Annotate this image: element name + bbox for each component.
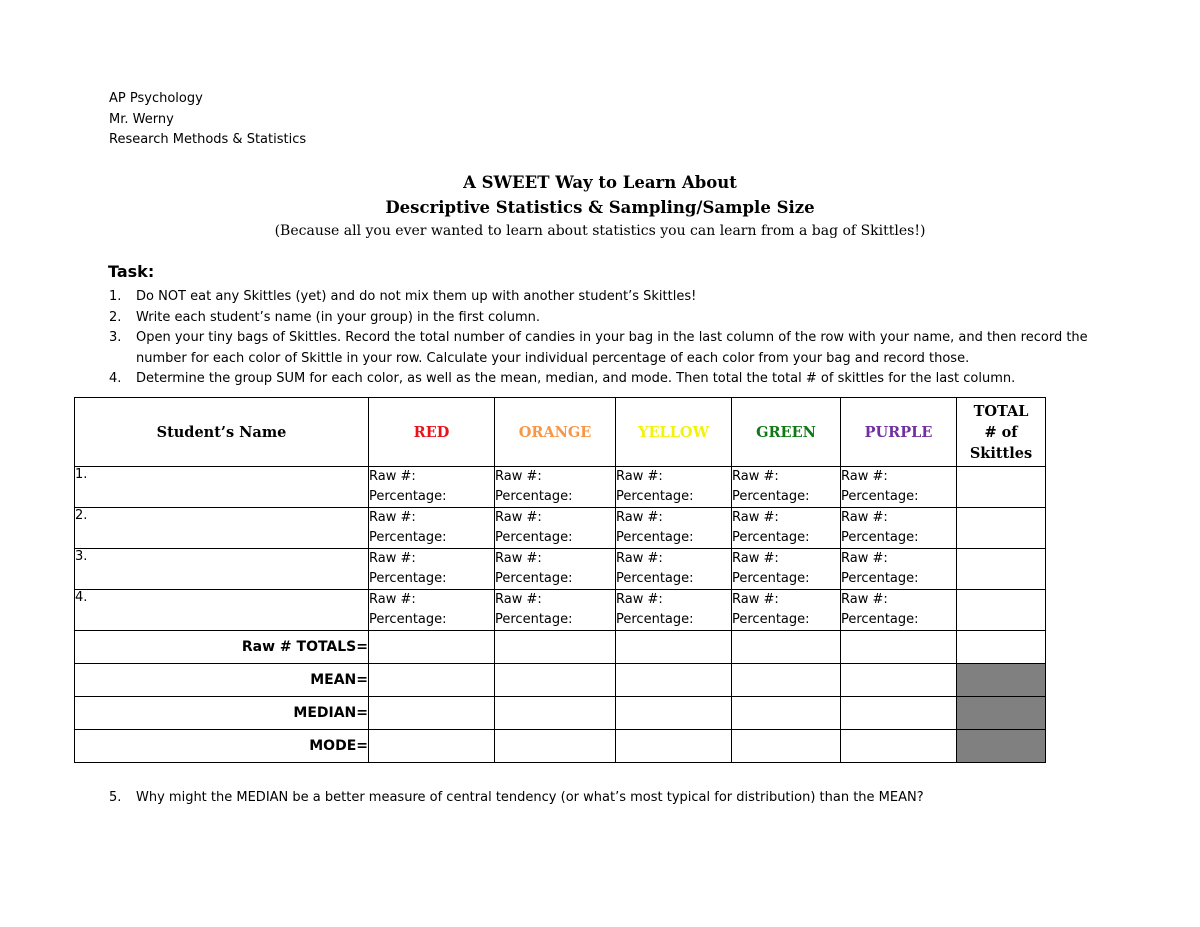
student-name-cell[interactable]: 3.	[75, 549, 369, 590]
instruction-number: 3.	[109, 330, 122, 345]
student-cell-red[interactable]	[369, 508, 495, 549]
student-total-cell[interactable]	[957, 508, 1046, 549]
raw-count-label: Raw #:	[841, 592, 888, 607]
percentage-label: Percentage:	[369, 612, 447, 627]
teacher-name: Mr. Werny	[109, 111, 174, 127]
student-cell-orange[interactable]	[495, 549, 616, 590]
student-cell-green[interactable]	[732, 508, 841, 549]
percentage-label: Percentage:	[495, 489, 573, 504]
student-total-cell[interactable]	[957, 549, 1046, 590]
instruction-text: Write each student’s name (in your group) in the first column.	[136, 309, 541, 325]
instruction-text: Open your tiny bags of Skittles. Record the total number of candies in your bag in the last column of the row with your name, and then record the number for each color of Skittle in your row. Calculate your individual percentage of each color from your bag and record those.	[136, 330, 1088, 366]
question-number: 5.	[109, 790, 122, 805]
unit-name: Research Methods & Statistics	[109, 132, 307, 147]
raw-count-label: Raw #:	[369, 551, 416, 566]
title-block	[0, 170, 1200, 242]
raw-count-label: Raw #:	[369, 592, 416, 607]
percentage-label: Percentage:	[841, 612, 919, 627]
header-total-line: Skittles	[969, 444, 1033, 462]
student-cell-orange[interactable]	[495, 508, 616, 549]
raw-count-label: Raw #:	[495, 551, 542, 566]
raw-count-label: Raw #:	[369, 469, 416, 484]
totals-cell-green[interactable]	[732, 631, 841, 664]
median-cell-total-shaded	[957, 697, 1046, 730]
student-cell-purple[interactable]	[841, 549, 957, 590]
totals-cell-purple[interactable]	[841, 631, 957, 664]
mean-cell-green[interactable]	[732, 664, 841, 697]
raw-count-label: Raw #:	[841, 510, 888, 525]
student-cell-yellow[interactable]	[616, 549, 732, 590]
percentage-label: Percentage:	[732, 612, 810, 627]
totals-cell-total[interactable]	[957, 631, 1046, 664]
task-heading: Task:	[108, 262, 155, 281]
course-name: AP Psychology	[109, 91, 203, 106]
student-cell-green[interactable]	[732, 590, 841, 631]
mode-cell-orange[interactable]	[495, 730, 616, 763]
raw-count-label: Raw #:	[732, 469, 779, 484]
percentage-label: Percentage:	[732, 489, 810, 504]
percentage-label: Percentage:	[495, 530, 573, 545]
percentage-label: Percentage:	[616, 571, 694, 586]
mode-cell-yellow[interactable]	[616, 730, 732, 763]
header-total-line: # of	[984, 423, 1018, 441]
raw-count-label: Raw #:	[732, 551, 779, 566]
document-header	[109, 89, 306, 151]
raw-count-label: Raw #:	[616, 592, 663, 607]
student-cell-yellow[interactable]	[616, 508, 732, 549]
median-cell-yellow[interactable]	[616, 697, 732, 730]
instruction-item	[109, 308, 1109, 329]
mean-cell-yellow[interactable]	[616, 664, 732, 697]
raw-count-label: Raw #:	[616, 510, 663, 525]
median-cell-orange[interactable]	[495, 697, 616, 730]
student-cell-yellow[interactable]	[616, 467, 732, 508]
mode-row	[75, 730, 1046, 763]
question-5	[109, 790, 924, 805]
raw-count-label: Raw #:	[616, 469, 663, 484]
median-cell-red[interactable]	[369, 697, 495, 730]
percentage-label: Percentage:	[732, 571, 810, 586]
student-total-cell[interactable]	[957, 467, 1046, 508]
header-total-line: TOTAL	[973, 402, 1029, 420]
student-row	[75, 590, 1046, 631]
mean-cell-red[interactable]	[369, 664, 495, 697]
totals-cell-red[interactable]	[369, 631, 495, 664]
instruction-item	[109, 328, 1109, 369]
student-cell-orange[interactable]	[495, 467, 616, 508]
raw-count-label: Raw #:	[732, 592, 779, 607]
student-cell-yellow[interactable]	[616, 590, 732, 631]
mode-cell-red[interactable]	[369, 730, 495, 763]
student-cell-purple[interactable]	[841, 508, 957, 549]
raw-count-label: Raw #:	[841, 551, 888, 566]
student-cell-purple[interactable]	[841, 467, 957, 508]
student-cell-green[interactable]	[732, 549, 841, 590]
percentage-label: Percentage:	[495, 612, 573, 627]
mean-label: MEAN=	[75, 664, 369, 697]
mean-cell-orange[interactable]	[495, 664, 616, 697]
skittles-data-table	[74, 397, 1046, 763]
percentage-label: Percentage:	[369, 489, 447, 504]
header-green: GREEN	[732, 398, 841, 467]
header-yellow: YELLOW	[616, 398, 732, 467]
title-line-1: A SWEET Way to Learn About	[463, 173, 737, 192]
mode-cell-green[interactable]	[732, 730, 841, 763]
mean-cell-purple[interactable]	[841, 664, 957, 697]
percentage-label: Percentage:	[732, 530, 810, 545]
student-cell-red[interactable]	[369, 467, 495, 508]
instruction-text: Do NOT eat any Skittles (yet) and do not mix them up with another student’s Skittles!	[136, 289, 697, 304]
instruction-item	[109, 287, 1109, 308]
percentage-label: Percentage:	[369, 571, 447, 586]
raw-count-label: Raw #:	[495, 592, 542, 607]
student-cell-green[interactable]	[732, 467, 841, 508]
raw-count-label: Raw #:	[495, 469, 542, 484]
raw-count-label: Raw #:	[495, 510, 542, 525]
raw-count-label: Raw #:	[732, 510, 779, 525]
student-cell-purple[interactable]	[841, 590, 957, 631]
median-label: MEDIAN=	[75, 697, 369, 730]
student-total-cell[interactable]	[957, 590, 1046, 631]
mode-cell-purple[interactable]	[841, 730, 957, 763]
title-subtitle: (Because all you ever wanted to learn about statistics you can learn from a bag of Skittles!)	[274, 223, 926, 239]
student-row	[75, 549, 1046, 590]
percentage-label: Percentage:	[495, 571, 573, 586]
raw-count-label: Raw #:	[841, 469, 888, 484]
percentage-label: Percentage:	[616, 530, 694, 545]
instruction-number: 1.	[109, 289, 122, 304]
header-red: RED	[369, 398, 495, 467]
instruction-text: Determine the group SUM for each color, as well as the mean, median, and mode. Then total the total # of skittles for the last column.	[136, 371, 1016, 386]
student-name-cell[interactable]: 4.	[75, 590, 369, 631]
instruction-list	[109, 287, 1109, 390]
mode-cell-total-shaded	[957, 730, 1046, 763]
percentage-label: Percentage:	[841, 571, 919, 586]
percentage-label: Percentage:	[369, 530, 447, 545]
header-orange: ORANGE	[495, 398, 616, 467]
mean-cell-total-shaded	[957, 664, 1046, 697]
median-cell-green[interactable]	[732, 697, 841, 730]
percentage-label: Percentage:	[841, 530, 919, 545]
raw-count-label: Raw #:	[369, 510, 416, 525]
student-name-cell[interactable]: 1.	[75, 467, 369, 508]
instruction-item	[109, 369, 1109, 390]
student-row	[75, 467, 1046, 508]
percentage-label: Percentage:	[841, 489, 919, 504]
student-row	[75, 508, 1046, 549]
header-purple: PURPLE	[841, 398, 957, 467]
totals-cell-orange[interactable]	[495, 631, 616, 664]
student-cell-red[interactable]	[369, 590, 495, 631]
mean-row	[75, 664, 1046, 697]
mode-label: MODE=	[75, 730, 369, 763]
header-total-skittles	[957, 398, 1046, 467]
header-student-name: Student’s Name	[75, 398, 369, 467]
table-header-row	[75, 398, 1046, 467]
median-cell-purple[interactable]	[841, 697, 957, 730]
totals-label: Raw # TOTALS=	[75, 631, 369, 664]
question-text: Why might the MEDIAN be a better measure of central tendency (or what’s most typical for distribution) than the MEAN?	[136, 790, 924, 805]
percentage-label: Percentage:	[616, 489, 694, 504]
instruction-number: 4.	[109, 371, 122, 386]
title-line-2: Descriptive Statistics & Sampling/Sample Size	[385, 198, 815, 217]
student-cell-red[interactable]	[369, 549, 495, 590]
percentage-label: Percentage:	[616, 612, 694, 627]
median-row	[75, 697, 1046, 730]
student-name-cell[interactable]: 2.	[75, 508, 369, 549]
instruction-number: 2.	[109, 309, 122, 325]
totals-cell-yellow[interactable]	[616, 631, 732, 664]
raw-count-label: Raw #:	[616, 551, 663, 566]
student-cell-orange[interactable]	[495, 590, 616, 631]
totals-row	[75, 631, 1046, 664]
